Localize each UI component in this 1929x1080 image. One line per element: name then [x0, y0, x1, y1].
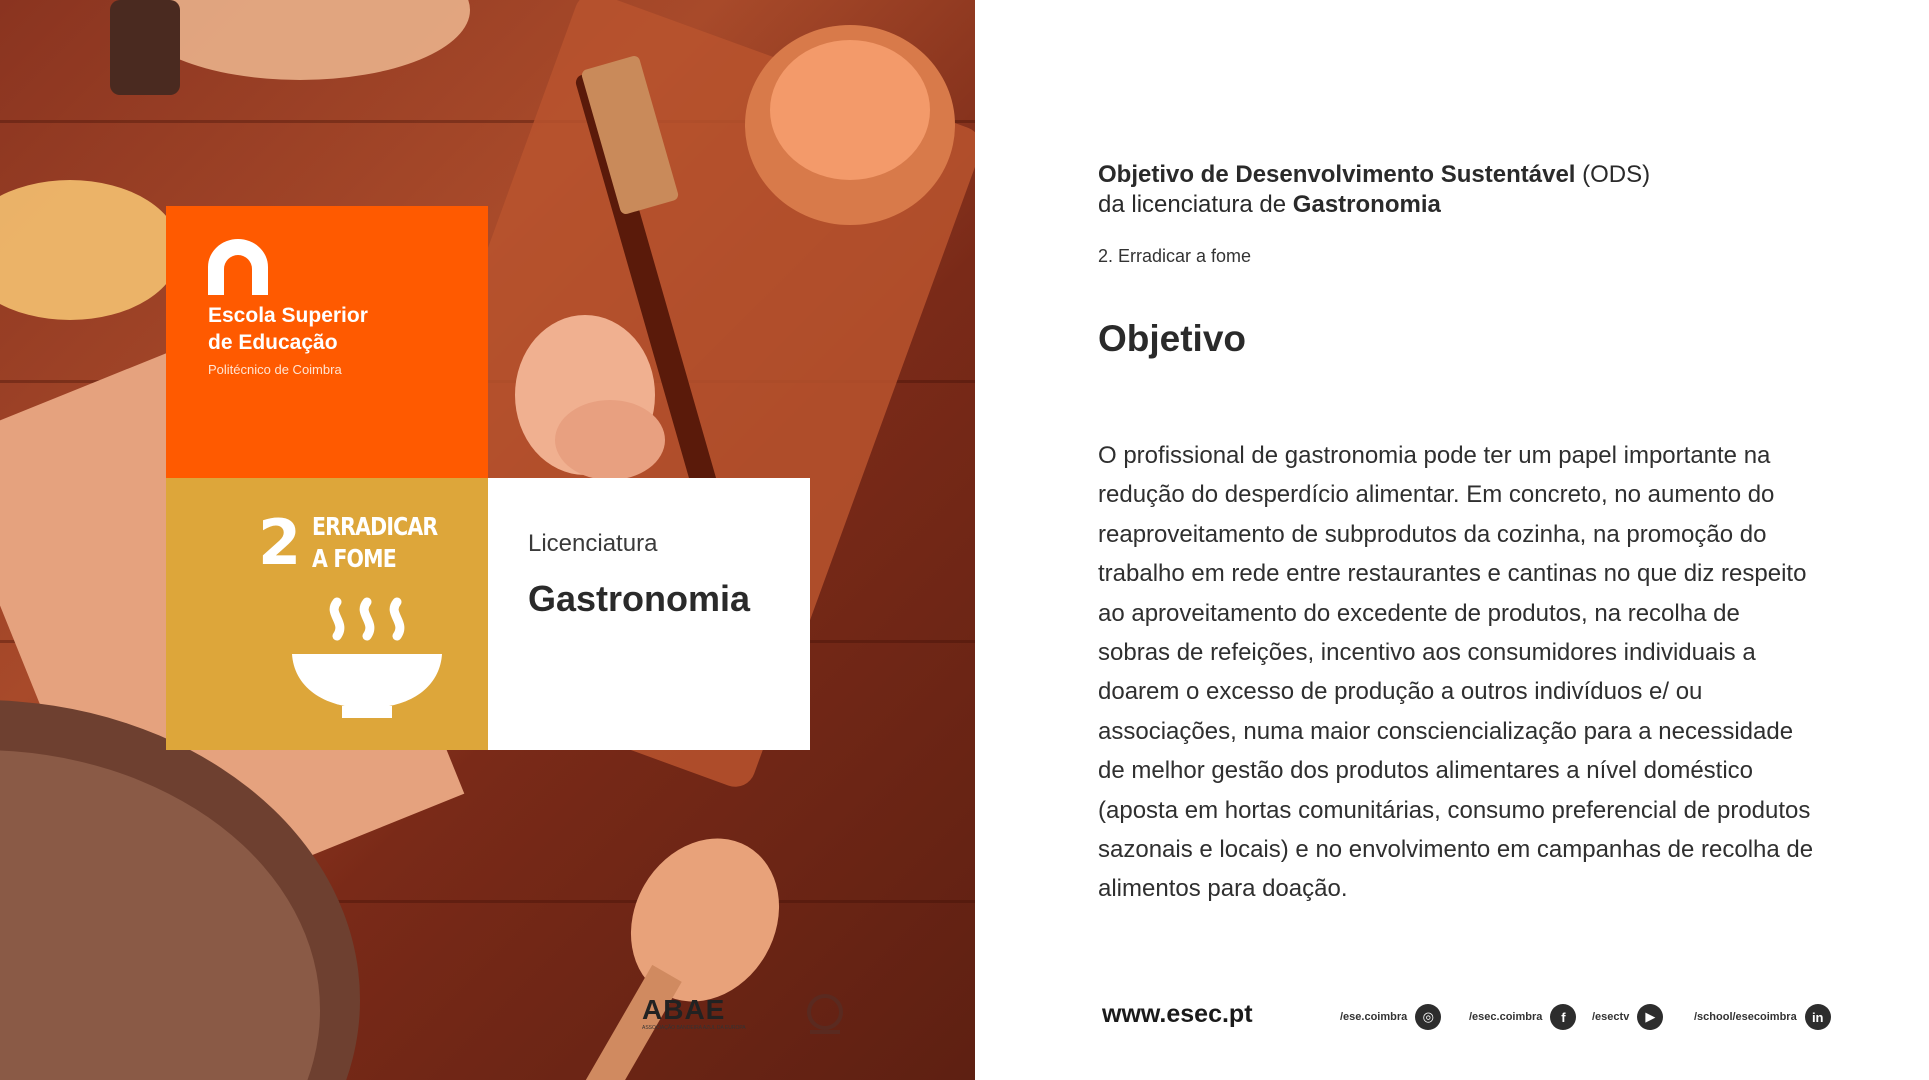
page-heading-line2	[1098, 190, 1441, 220]
section-title: Objetivo	[1098, 318, 1247, 359]
heading-ods-suffix: (ODS)	[1575, 161, 1651, 188]
social-facebook[interactable]	[1469, 1004, 1576, 1030]
linkedin-icon: in	[1805, 1004, 1831, 1030]
instagram-icon: ◎	[1415, 1004, 1441, 1030]
school-logo-block	[166, 206, 488, 478]
degree-label: Licenciatura	[528, 530, 658, 557]
abae-logo: ABAE	[642, 994, 726, 1025]
social-handle: /school/esecoimbra	[1694, 1011, 1797, 1023]
school-name-line2: de Educação	[208, 331, 338, 354]
social-handle: /esectv	[1592, 1011, 1630, 1023]
objective-paragraph: O profissional de gastronomia pode ter um papel importante na redução do desperdício alimentar. Em concreto, no aumento do reaproveitamento de subprodutos da cozinha, na promoção do trabalho em rede entre restaurantes e cantinas no que diz respeito ao aproveitamento do excedente de produtos, na recolha de sobras de refeições, incentivo aos consumidores individuais a doarem o excesso de produção a outros indivíduos e/ ou associações, numa maior consciencialização para a necessidade de melhor gestão dos produtos alimentares a nível doméstico (aposta em hortas comunitárias, consumo preferencial de produtos sazonais e locais) e no envolvimento em campanhas de recolha de alimentos para doação.	[1098, 442, 1814, 903]
heading-degree-name: Gastronomia	[1292, 191, 1441, 218]
social-linkedin[interactable]	[1694, 1004, 1831, 1030]
heading-prefix: da licenciatura de	[1098, 191, 1293, 218]
website-link[interactable]: www.esec.pt	[1102, 1000, 1253, 1028]
eco-school-logo-icon	[800, 992, 850, 1042]
abae-tagline: ASSOCIAÇÃO BANDEIRA AZUL DA EUROPA	[642, 1025, 746, 1031]
facebook-icon: f	[1550, 1004, 1576, 1030]
school-name-line1: Escola Superior	[208, 304, 368, 327]
sdg-title-line1: ERRADICAR	[312, 512, 438, 541]
sdg-number: 2	[258, 506, 300, 579]
school-arch-logo-icon	[208, 239, 268, 295]
social-handle: /esec.coimbra	[1469, 1011, 1543, 1023]
degree-name: Gastronomia	[528, 578, 751, 619]
soup-bowl-icon	[292, 596, 442, 726]
youtube-icon: ▶	[1637, 1004, 1663, 1030]
page-heading-line1	[1098, 160, 1650, 190]
social-handle: /ese.coimbra	[1340, 1011, 1408, 1023]
school-subtitle: Politécnico de Coimbra	[208, 362, 342, 377]
social-youtube[interactable]	[1592, 1004, 1663, 1030]
degree-card	[488, 478, 810, 750]
social-instagram[interactable]	[1340, 1004, 1441, 1030]
sdg-reference: 2. Erradicar a fome	[1098, 246, 1252, 266]
sdg-goal-block	[166, 478, 488, 750]
sdg-title-line2: A FOME	[312, 544, 396, 573]
heading-bold-ods: Objetivo de Desenvolvimento Sustentável	[1098, 161, 1576, 188]
